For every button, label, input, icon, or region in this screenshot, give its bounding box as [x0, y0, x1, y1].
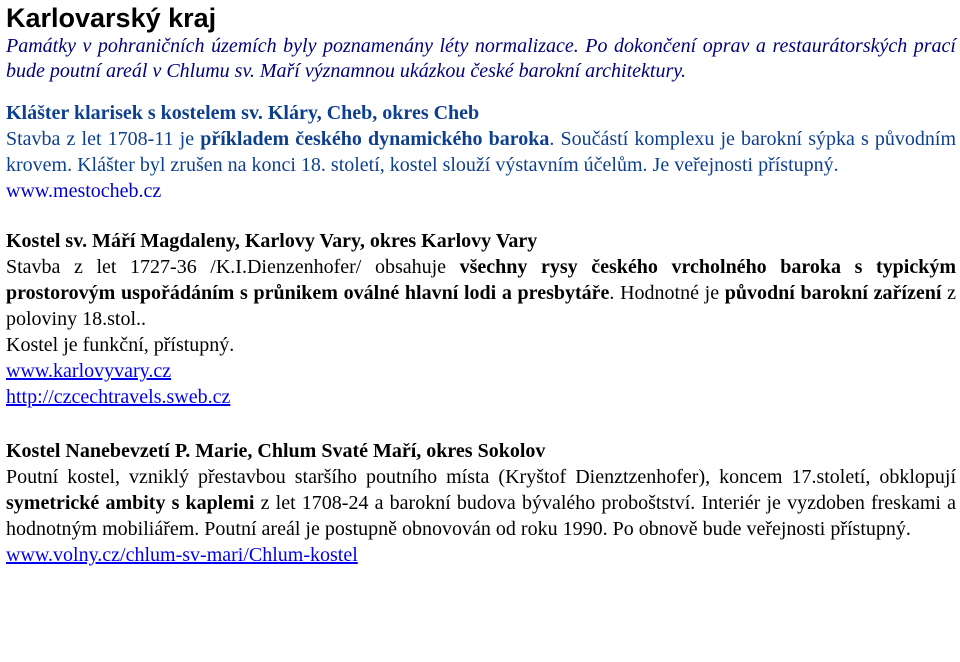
section-text: . Hodnotné je — [609, 282, 725, 304]
spacer — [6, 204, 956, 228]
section-text-bold: všechny rysy českého vrcholného baroka s typickým prostorovým uspořádáním s průnikem oválné hlavní lodi a presbytáře — [6, 256, 956, 304]
section-text: z let 1708-24 a barokní budova bývalého proboštství. Interiér je vyzdoben freskami a hodnotným mobiliářem. Poutní areál je postupně obnovován od roku 1990. Po obnově bude veřejnosti přístupný. — [6, 492, 956, 540]
document-page — [6, 0, 956, 568]
link-volny-chlum[interactable]: www.volny.cz/chlum-sv-mari/Chlum-kostel — [6, 544, 358, 566]
section-links — [6, 542, 956, 568]
intro-paragraph: Památky v pohraničních územích byly poznamenány léty normalizace. Po dokončení oprav a restaurátorských prací bude poutní areál v Chlumu sv. Maří významnou ukázkou české barokní architektury. — [6, 35, 956, 82]
section-heading: Kostel sv. Máří Magdaleny, Karlovy Vary, okres Karlovy Vary — [6, 230, 538, 252]
section-text: . Součástí komplexu je barokní sýpka s původním krovem. Klášter byl zrušen na konci 18. století, kostel slouží výstavním účelům. Je veřejnosti přístupný. — [6, 128, 957, 176]
section-text: Stavba z let 1708-11 je — [6, 128, 201, 150]
section-heading: Kostel Nanebevzetí P. Marie, Chlum Svaté Maří, okres Sokolov — [6, 440, 546, 462]
section-body — [6, 254, 956, 332]
spacer — [6, 84, 956, 100]
link-karlovyvary[interactable]: www.karlovyvary.cz — [6, 360, 172, 382]
link-czcechtravels[interactable]: http://czcechtravels.sweb.cz — [6, 386, 231, 408]
link-mestocheb[interactable]: www.mestocheb.cz — [6, 180, 162, 202]
section-links — [6, 178, 956, 204]
section-body — [6, 126, 956, 178]
section-kostel-mari-magdaleny — [6, 228, 956, 410]
section-text-bold: symetrické ambity s kaplemi — [6, 492, 255, 514]
section-body — [6, 464, 956, 542]
section-kostel-nanebevzeti — [6, 438, 956, 568]
section-text-bold: příkladem českého dynamického baroka — [200, 128, 550, 150]
spacer — [6, 410, 956, 438]
section-text: Poutní kostel, vzniklý přestavbou staršího poutního místa (Kryštof Dienztzenhofer), koncem 17.století, obklopují — [6, 466, 956, 488]
section-klaster-klarisek — [6, 100, 956, 204]
section-text: z poloviny 18.stol.. — [6, 282, 956, 330]
section-text-line: Kostel je funkční, přístupný. — [6, 334, 235, 356]
section-links — [6, 358, 956, 410]
section-heading: Klášter klarisek s kostelem sv. Kláry, Cheb, okres Cheb — [6, 102, 480, 124]
page-title: Karlovarský kraj — [6, 3, 217, 33]
section-text-bold: původní barokní zařízení — [724, 282, 942, 304]
section-text: Stavba z let 1727-36 /K.I.Dienzenhofer/ obsahuje — [6, 256, 460, 278]
